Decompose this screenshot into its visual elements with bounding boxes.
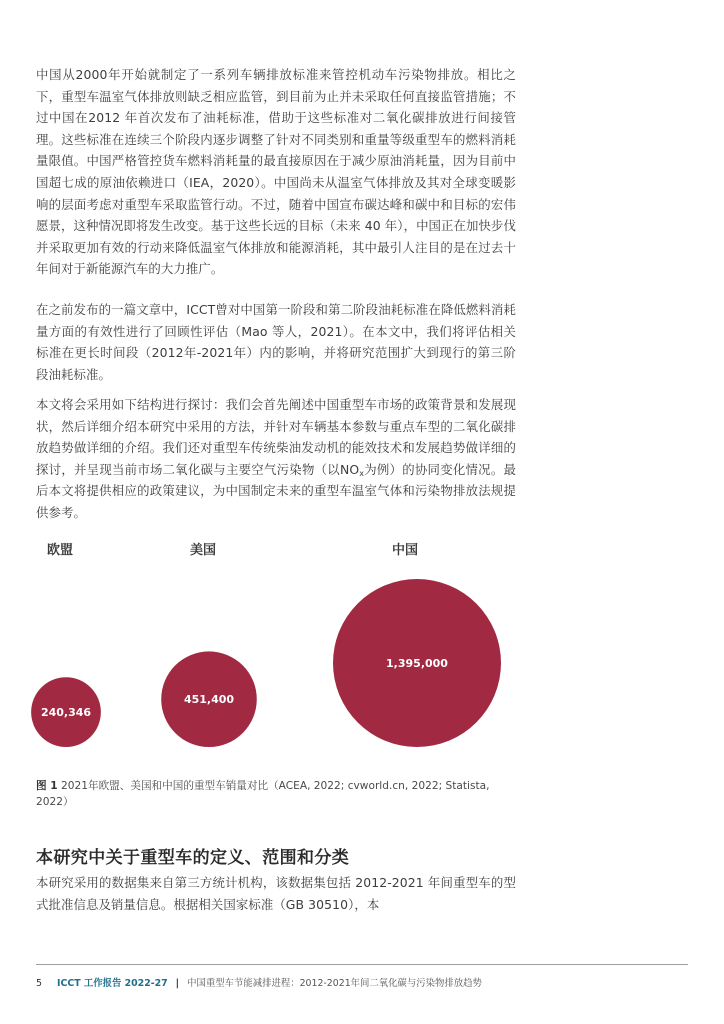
body-paragraph-1: 中国从2000年开始就制定了一系列车辆排放标准来管控机动车污染物排放。相比之下，重型车温室气体排放则缺乏相应监管，到目前为止并未采取任何直接监管措施；不过中国在2012 年首次发布了油耗标准，借助于这些标准对二氧化碳排放进行间接管理。这些标准在连续三个阶段内逐步调整了针对不同类别和重量等级重型车的燃料消耗量限值。中国严格管控货车燃料消耗量的最直接原因在于减少原油消耗量，因为目前中国超七成的原油依赖进口（IEA，2020）。中国尚未从温室气体排放及其对全球变暖影响的层面考虑对重型车采取监管行动。不过，随着中国宣布碳达峰和碳中和目标的宏伟愿景，这种情况即将发生改变。基于这些长远的目标（未来 40 年），中国正在加快步伐并采取更加有效的行动来降低温室气体排放和能源消耗，其中最引人注目的是在过去十年间对于新能源汽车的大力推广。 (36, 67, 516, 277)
page-footer (36, 975, 482, 989)
body-paragraph-3 (36, 394, 516, 524)
value-label-0: 240,346 (40, 706, 92, 720)
region-label-1: 美国 (189, 543, 217, 558)
figure-caption (36, 778, 506, 810)
body-paragraph-2: 在之前发布的一篇文章中，ICCT曾对中国第一阶段和第二阶段油耗标准在降低燃料消耗量方面的有效性进行了回顾性评估（Mao 等人，2021）。在本文中，我们将评估相关标准在更长时间段（2012年-2021年）内的影响，并将研究范围扩大到现行的第三阶段油耗标准。 (36, 302, 516, 382)
region-label-0: 欧盟 (46, 543, 74, 558)
region-label-2: 中国 (391, 543, 419, 558)
sales-bubble-chart (28, 534, 528, 769)
footer-separator: | (175, 978, 180, 989)
figure-caption-text: 2021年欧盟、美国和中国的重型车销量对比（ACEA, 2022; cvworld.cn, 2022; Statista, 2022） (36, 780, 490, 808)
paragraph-3-text-before: 本文将会采用如下结构进行探讨：我们会首先阐述中国重型车市场的政策背景和发展现状，然后详细介绍本研究中采用的方法，并针对车辆基本参数与重点车型的二氧化碳排放趋势做详细的介绍。我们还对重型车传统柴油发动机的能效技术和发展趋势做详细的探讨，并呈现当前市场二氧化碳与主要空气污染物（以NO (36, 397, 516, 477)
page-number: 5 (36, 978, 42, 989)
figure-number: 图 1 (36, 780, 58, 792)
report-title: 中国重型车节能减排进程：2012-2021年间二氧化碳与污染物排放趋势 (187, 978, 482, 989)
section-title: 本研究中关于重型车的定义、范围和分类 (36, 848, 350, 868)
nox-subscript: x (359, 468, 365, 478)
footer-divider (36, 964, 688, 965)
value-label-1: 451,400 (183, 693, 235, 707)
value-label-2: 1,395,000 (386, 657, 448, 670)
paragraph-3-text-after: 为例）的协同变化情况。最后本文将提供相应的政策建议，为中国制定未来的重型车温室气体和污染物排放法规提供参考。 (36, 461, 517, 520)
body-paragraph-4: 本研究采用的数据集来自第三方统计机构，该数据集包括 2012-2021 年间重型车的型式批准信息及销量信息。根据相关国家标准（GB 30510），本 (36, 875, 516, 912)
report-brand: ICCT 工作报告 2022-27 (56, 978, 168, 989)
